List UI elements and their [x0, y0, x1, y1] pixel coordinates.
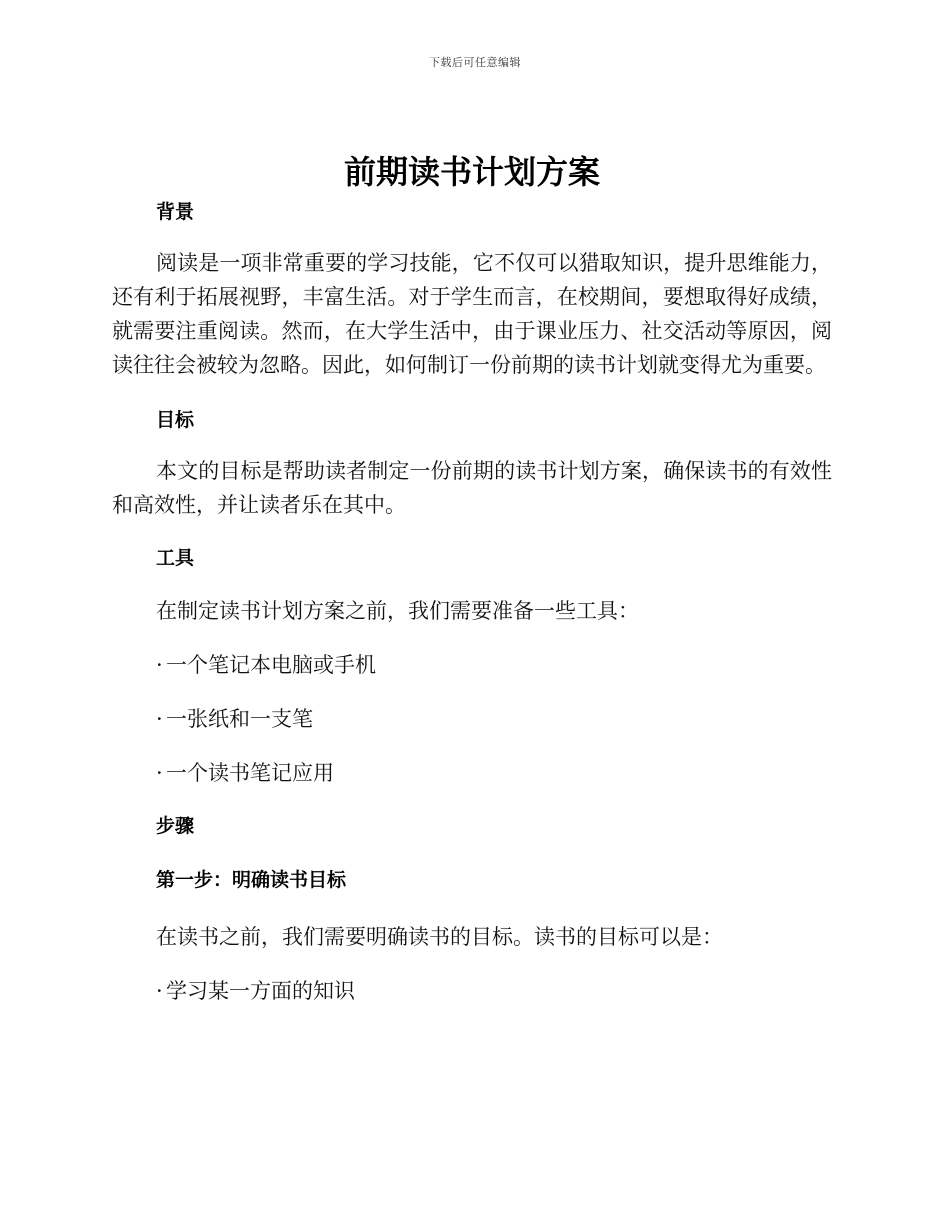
bullet-marker: ·: [156, 707, 163, 731]
section-tools: [112, 544, 832, 790]
background-paragraph: 阅读是一项非常重要的学习技能，它不仅可以猎取知识，提升思维能力，还有利于拓展视野，丰富生活。对于学生而言，在校期间，要想取得好成绩，就需要注重阅读。然而，在大学生活中，由于课业压力、社交活动等原因，阅读往往会被较为忽略。因此，如何制订一份前期的读书计划就变得尤为重要。: [112, 251, 832, 377]
list-item-text: 一个读书笔记应用: [166, 761, 334, 785]
list-item: [112, 648, 832, 682]
document-title: 前期读书计划方案: [343, 153, 600, 191]
list-item: [112, 756, 832, 790]
header-note: 下载后可任意编辑: [429, 56, 521, 69]
list-item: [112, 974, 832, 1008]
bullet-marker: ·: [156, 979, 163, 1003]
step-heading: 第一步：明确读书目标: [156, 869, 347, 891]
document-body: [112, 150, 832, 1008]
bullet-marker: ·: [156, 761, 163, 785]
section-goal: [112, 406, 832, 522]
section-heading-background: 背景: [156, 201, 195, 223]
section-heading-steps: 步骤: [156, 815, 195, 837]
section-heading-goal: 目标: [156, 409, 195, 431]
bullet-marker: ·: [156, 653, 163, 677]
section-steps: [112, 812, 832, 1008]
tools-intro: 在制定读书计划方案之前，我们需要准备一些工具：: [156, 599, 639, 623]
step-intro: 在读书之前，我们需要明确读书的目标。读书的目标可以是：: [156, 925, 723, 949]
list-item-text: 学习某一方面的知识: [166, 979, 355, 1003]
section-background: [112, 198, 832, 382]
list-item-text: 一张纸和一支笔: [166, 707, 313, 731]
list-item: [112, 702, 832, 736]
list-item-text: 一个笔记本电脑或手机: [166, 653, 376, 677]
section-heading-tools: 工具: [156, 547, 195, 569]
goal-paragraph: 本文的目标是帮助读者制定一份前期的读书计划方案，确保读书的有效性和高效性，并让读者乐在其中。: [112, 459, 832, 517]
